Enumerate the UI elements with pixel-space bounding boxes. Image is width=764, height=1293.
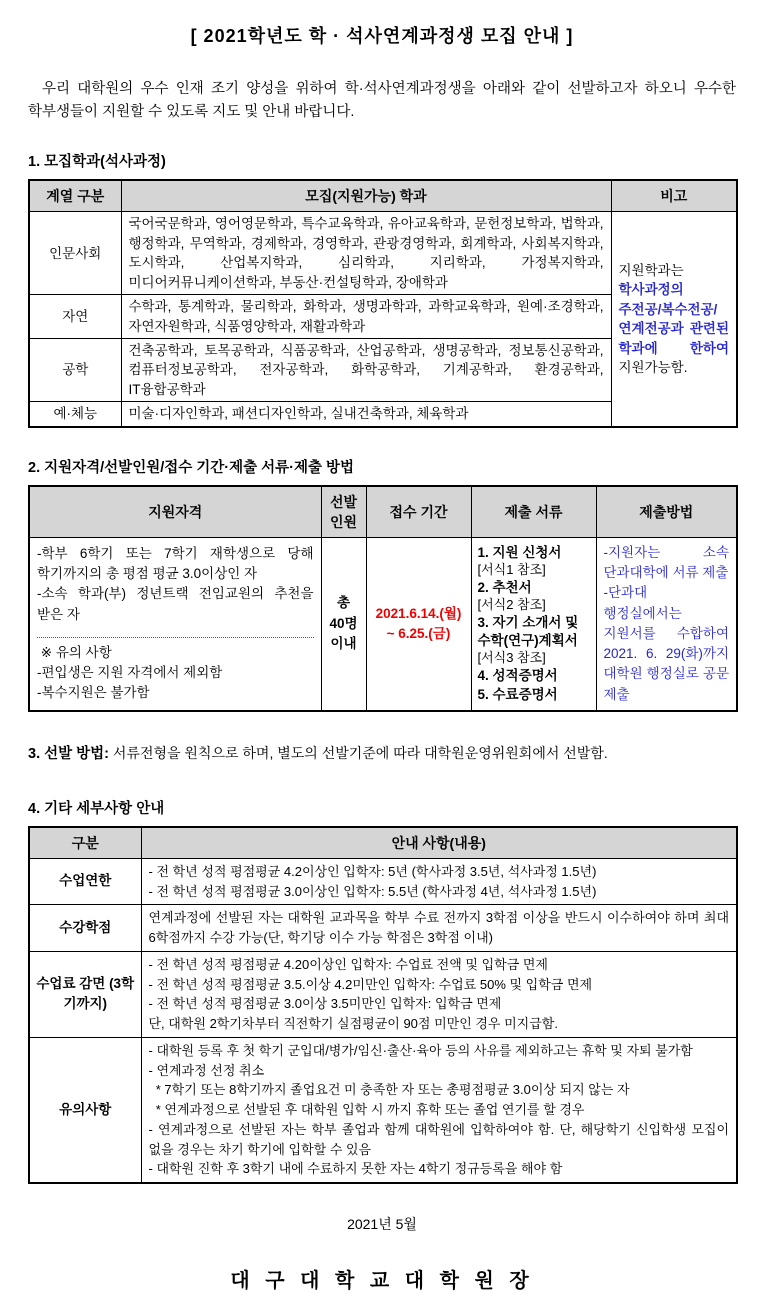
remark-prefix: 지원학과는 xyxy=(618,262,684,278)
table3-header-content: 안내 사항(내용) xyxy=(141,827,737,859)
table2-header-documents: 제출 서류 xyxy=(471,486,596,538)
content-cautions: - 대학원 등록 후 첫 학기 군입대/병가/임신·출산·육아 등의 사유를 제외하고는 휴학 및 자퇴 불가함 - 연계과정 선정 취소 * 7학기 또는 8학기까지 졸업요건 미 충족한 자 또는 총평점평균 3.0이상 되지 않는 자 * 연계과정으로 선발된 후 대학원 입학 시 까지 휴학 또는 졸업 연기를 할 경우 - 연계과정으로 선발된 자는 학부 졸업과 함께 대학원에 입학하여야 함. 단, 해당학기 신입학생 모집이 없을 경우는 차기 학기에 입학할 수 있음 - 대학원 진학 후 3학기 내에 수료하지 못한 자는 4학기 정규등록을 해야 함 xyxy=(141,1037,737,1183)
remark-cell xyxy=(611,212,737,427)
category-study-period: 수업연한 xyxy=(29,858,141,905)
table2-header-qualification: 지원자격 xyxy=(29,486,321,538)
table1-header-remark: 비고 xyxy=(611,180,737,212)
application-info-table xyxy=(28,485,738,712)
remark-highlight: 학사과정의 주전공/복수전공/연계전공과 관련된 학과에 한하여 xyxy=(618,282,729,356)
section3-text xyxy=(28,742,736,763)
table1-header-departments: 모집(지원가능) 학과 xyxy=(121,180,611,212)
details-table xyxy=(28,826,738,1184)
category-natural: 자연 xyxy=(29,295,121,339)
document-item: 1. 지원 신청서 xyxy=(477,544,562,560)
document-item: 2. 추천서 xyxy=(477,579,532,595)
category-humanities: 인문사회 xyxy=(29,212,121,295)
footer-date: 2021년 5월 xyxy=(347,1216,417,1232)
table-row xyxy=(29,905,737,952)
remark-suffix: 지원가능함. xyxy=(618,359,688,375)
table1-header-category: 계열 구분 xyxy=(29,180,121,212)
category-tuition-discount: 수업료 감면 (3학기까지) xyxy=(29,951,141,1037)
qualification-lines: -학부 6학기 또는 7학기 재학생으로 당해 학기까지의 총 평점 평균 3.0이상인 자 -소속 학과(부) 정년트랙 전임교원의 추천을 받은 자 xyxy=(37,545,318,622)
qualification-cell xyxy=(29,537,321,711)
table3-header-row xyxy=(29,827,737,859)
document-ref: [서식3 참조] xyxy=(477,650,546,666)
document-item: 5. 수료증명서 xyxy=(477,686,558,702)
table2-header-period: 접수 기간 xyxy=(366,486,471,538)
content-study-period: - 전 학년 성적 평점평균 4.2이상인 입학자: 5년 (학사과정 3.5년, 석사과정 1.5년) - 전 학년 성적 평점평균 3.0이상인 입학자: 5.5년 (학사과정 4년, 석사과정 1.5년) xyxy=(141,858,737,905)
section3-label: 3. 선발 방법: xyxy=(28,745,110,762)
section3-body: 서류전형을 원칙으로 하며, 별도의 선발기준에 따라 대학원운영위원회에서 선발함. xyxy=(109,744,608,761)
table1-header-row xyxy=(29,180,737,212)
document-item: 3. 자기 소개서 및 수학(연구)계획서 xyxy=(477,614,579,649)
capacity-cell: 총 40명 이내 xyxy=(321,537,366,711)
table-row xyxy=(29,858,737,905)
category-cautions: 유의사항 xyxy=(29,1037,141,1183)
period-cell: 2021.6.14.(월) ~ 6.25.(금) xyxy=(366,537,471,711)
method-cell: -지원자는 소속 단과대학에 서류 제출 -단과대 행정실에서는 지원서를 수합하여 2021. 6. 29(화)까지 대학원 행정실로 공문 제출 xyxy=(596,537,737,711)
content-tuition-discount: - 전 학년 성적 평점평균 4.20이상인 입학자: 수업료 전액 및 입학금 면제 - 전 학년 성적 평점평균 3.5.이상 4.2미만인 입학자: 수업료 50% 및 입학금 면제 - 전 학년 성적 평점평균 3.0이상 3.5미만인 입학자: 입학금 면제 단, 대학원 2학기차부터 직전학기 실점평균이 90점 미만인 경우 미지급함. xyxy=(141,951,737,1037)
table-row xyxy=(29,1037,737,1183)
table3-header-category: 구분 xyxy=(29,827,141,859)
departments-natural: 수학과, 통계학과, 물리학과, 화학과, 생명과학과, 과학교육학과, 원예·조경학과, 자연자원학과, 식품영양학과, 재활과학과 xyxy=(121,295,611,339)
section4-heading: 4. 기타 세부사항 안내 xyxy=(28,800,165,817)
table-row xyxy=(29,212,737,295)
recruiting-departments-table xyxy=(28,179,738,427)
documents-cell xyxy=(471,537,596,711)
table2-header-method: 제출방법 xyxy=(596,486,737,538)
table-row xyxy=(29,537,737,711)
intro-paragraph: 우리 대학원의 우수 인재 조기 양성을 위하여 학·석사연계과정생을 아래와 같이 선발하고자 하오니 우수한 학부생들이 지원할 수 있도록 지도 및 안내 바랍니다. xyxy=(28,81,736,121)
table2-header-capacity: 선발인원 xyxy=(321,486,366,538)
page-title: [ 2021학년도 학 · 석사연계과정생 모집 안내 ] xyxy=(190,26,574,46)
departments-engineering: 건축공학과, 토목공학과, 식품공학과, 산업공학과, 생명공학과, 정보통신공학과, 컴퓨터정보공학과, 전자공학과, 화학공학과, 기계공학과, 환경공학과, IT융합공학과 xyxy=(121,339,611,402)
document-item: 4. 성적증명서 xyxy=(477,668,558,684)
category-engineering: 공학 xyxy=(29,339,121,402)
document-ref: [서식1 참조] xyxy=(477,561,546,577)
category-credits: 수강학점 xyxy=(29,905,141,952)
departments-arts: 미술·디자인학과, 패션디자인학과, 실내건축학과, 체육학과 xyxy=(121,402,611,427)
table-row xyxy=(29,951,737,1037)
qualification-notice: ※ 유의 사항 -편입생은 지원 자격에서 제외함 -복수지원은 불가함 xyxy=(37,637,314,704)
content-credits: 연계과정에 선발된 자는 대학원 교과목을 학부 수료 전까지 3학점 이상을 반드시 이수하여야 하며 최대 6학점까지 수강 가능(단, 학기당 이수 가능 학점은 3학점 이내) xyxy=(141,905,737,952)
section2-heading: 2. 지원자격/선발인원/접수 기간·제출 서류·제출 방법 xyxy=(28,459,355,476)
departments-humanities: 국어국문학과, 영어영문학과, 특수교육학과, 유아교육학과, 문헌정보학과, 법학과, 행정학과, 무역학과, 경제학과, 경영학과, 관광경영학과, 회계학과, 사회복지학과, 도시학과, 산업복지학과, 심리학과, 지리학과, 가정복지학과, 미디어커뮤니케이션학과, 부동산·컨설팅학과, 장애학과 xyxy=(121,212,611,295)
table2-header-row xyxy=(29,486,737,538)
signature: 대 구 대 학 교 대 학 원 장 xyxy=(230,1270,534,1292)
category-arts: 예·체능 xyxy=(29,402,121,427)
document-ref: [서식2 참조] xyxy=(477,597,546,613)
section1-heading: 1. 모집학과(석사과정) xyxy=(28,154,166,171)
